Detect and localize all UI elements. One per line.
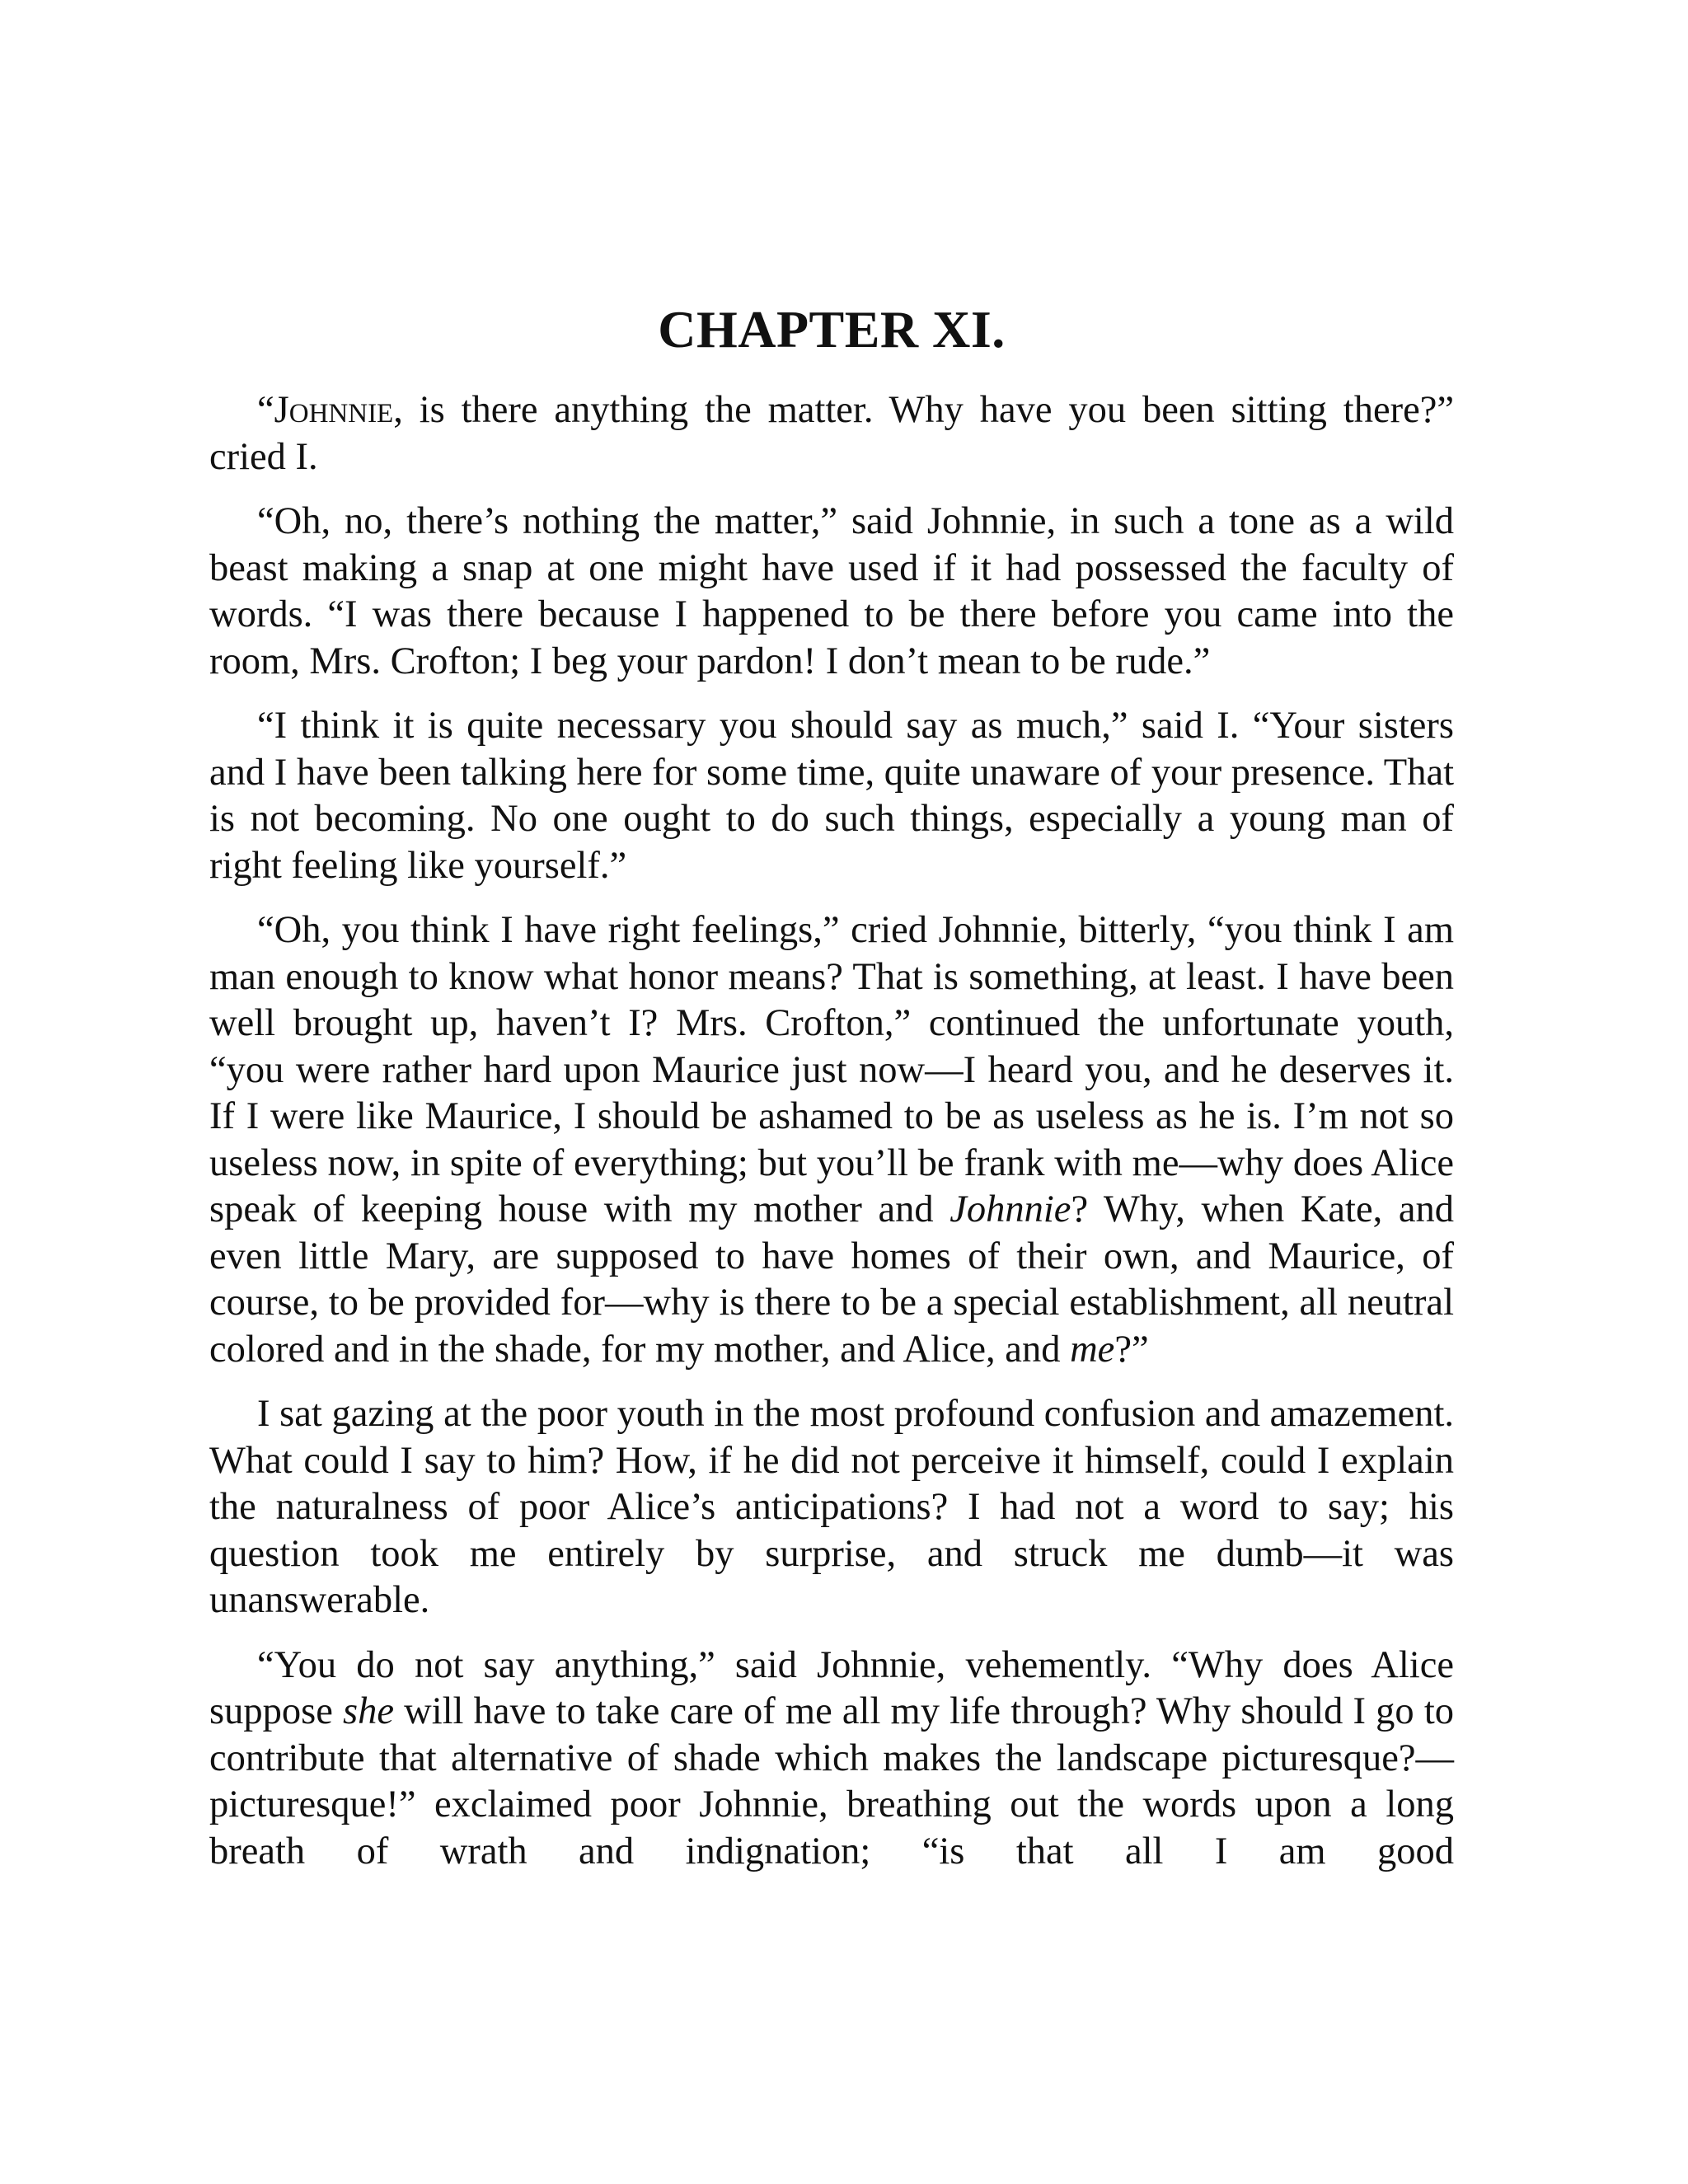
paragraph-text: will have to take care of me all my life through? Why should I go to contribute that alternative of shade which makes the landscape picturesque?—picturesque!” exclaimed poor Johnnie, breathing out the words upon a long breath of wrath and indignation; “is that all I am good bbox=[209, 1690, 1454, 1872]
italic-word: me bbox=[1070, 1328, 1115, 1371]
paragraph: “Oh, no, there’s nothing the matter,” said Johnnie, in such a tone as a wild beast making a snap at one might have used if it had possessed the faculty of words. “I was there because I happened to be there before you came into the room, Mrs. Crofton; I beg your pardon! I don’t mean to be rude.” bbox=[209, 500, 1454, 682]
italic-word: Johnnie bbox=[950, 1188, 1071, 1230]
italic-word: she bbox=[342, 1690, 394, 1732]
paragraph bbox=[209, 387, 1454, 480]
paragraph-open-quote: “ bbox=[257, 389, 274, 431]
paragraph-text: ? Why, when Kate, and even little Mary, are supposed to have homes of their own, and Maurice, of course, to be provided for—why is there to be a special establishment, all neutral colored and in the shade, for my mother, and Alice, and bbox=[209, 1188, 1454, 1371]
chapter-title: CHAPTER XI. bbox=[658, 300, 1006, 359]
paragraph-text: ?” bbox=[1114, 1328, 1149, 1371]
paragraph: I sat gazing at the poor youth in the most profound confusion and amazement. What could I say to him? How, if he did not perceive it himself, could I explain the naturalness of poor Alice’s anticipations? I had not a word to say; his question took me entirely by surprise, and struck me dumb—it was unanswerable. bbox=[209, 1393, 1454, 1621]
book-page bbox=[209, 297, 1454, 1893]
small-caps-name: Johnnie bbox=[274, 389, 394, 431]
paragraph-text: “You do not say anything,” said Johnnie, vehemently. “Why does Alice suppose bbox=[209, 1643, 1454, 1732]
paragraph bbox=[209, 907, 1454, 1373]
paragraph-text: “Oh, you think I have right feelings,” cried Johnnie, bitterly, “you think I am man enough to know what honor means? That is something, at least. I have been well brought up, haven’t I? Mrs. Crofton,” continued the unfortunate youth, “you were rather hard upon Maurice just now—I heard you, and he deserves it. If I were like Maurice, I should be ashamed to be as useless as he is. I’m not so useless now, in spite of everything; but you’ll be frank with me—why does Alice speak of keeping house with my mother and bbox=[209, 909, 1454, 1230]
paragraph bbox=[209, 1643, 1454, 1876]
paragraph-text: , is there anything the matter. Why have you been sitting there?” cried I. bbox=[209, 389, 1454, 478]
paragraph: “I think it is quite necessary you should say as much,” said I. “Your sisters and I have been talking here for some time, quite unaware of your presence. That is not becoming. No one ought to do such things, especially a young man of right feeling like yourself.” bbox=[209, 705, 1454, 887]
